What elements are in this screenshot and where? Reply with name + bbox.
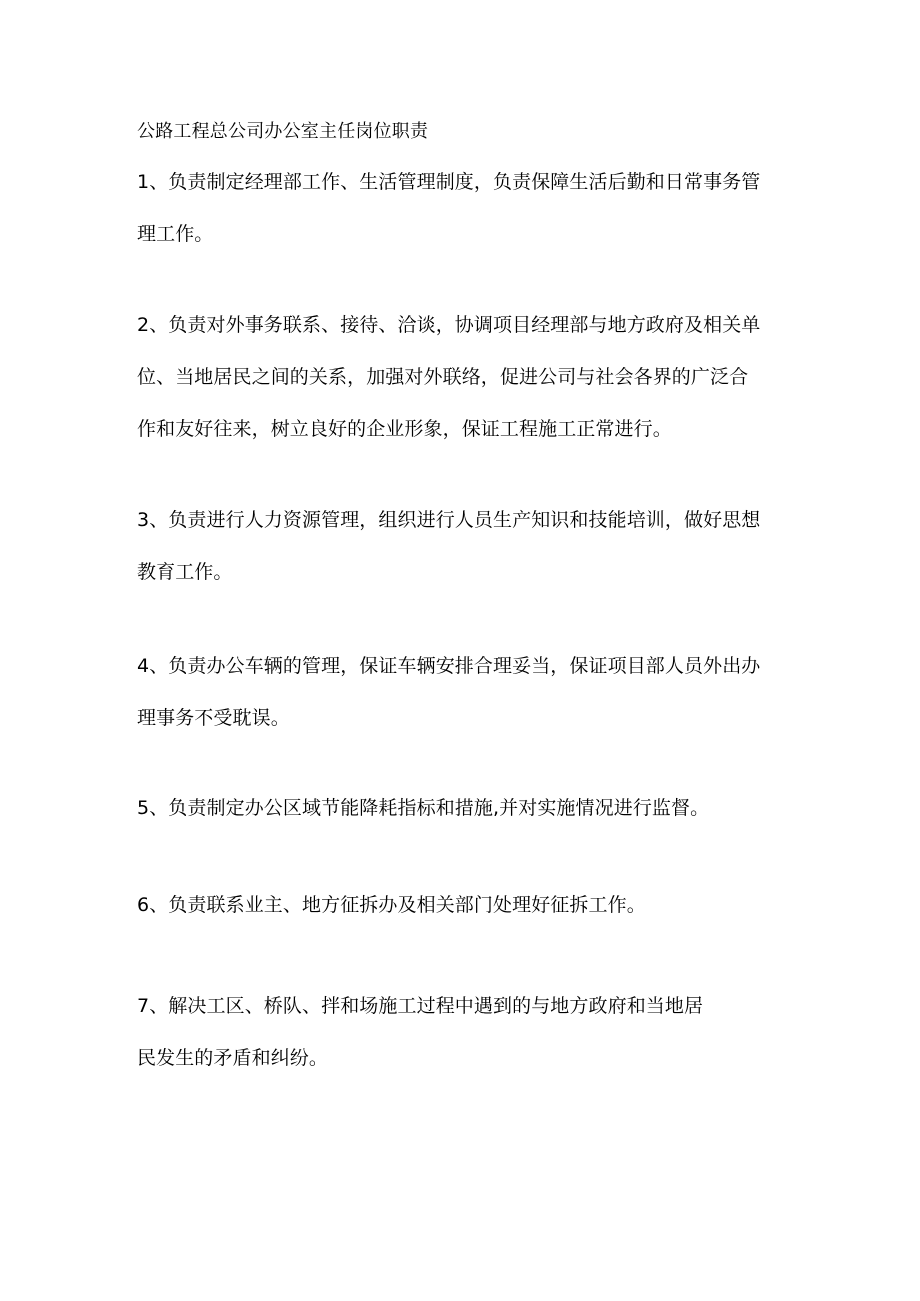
duty-item-7-line-2: 民发生的矛盾和纠纷。 — [137, 1047, 329, 1069]
duty-item-6-line-1: 6、负责联系业主、地方征拆办及相关部门处理好征拆工作。 — [137, 894, 646, 916]
duty-item-4-line-1: 4、负责办公车辆的管理，保证车辆安排合理妥当，保证项目部人员外出办 — [137, 655, 761, 677]
duty-item-6 — [137, 879, 797, 931]
duty-item-1-line-2: 理工作。 — [137, 223, 214, 245]
duty-item-1 — [137, 156, 797, 260]
duty-item-7-line-1: 7、解决工区、桥队、拌和场施工过程中遇到的与地方政府和当地居 — [137, 995, 704, 1017]
duty-item-2-line-3: 作和友好往来，树立良好的企业形象，保证工程施工正常进行。 — [137, 418, 672, 440]
duty-item-3-line-2: 教育工作。 — [137, 561, 233, 583]
duty-item-4 — [137, 640, 797, 744]
duty-item-1-line-1: 1、负责制定经理部工作、生活管理制度，负责保障生活后勤和日常事务管 — [137, 171, 761, 193]
document-title: 公路工程总公司办公室主任岗位职责 — [137, 121, 429, 142]
duty-item-3 — [137, 494, 797, 598]
duty-item-5 — [137, 782, 797, 834]
duty-item-7 — [137, 980, 797, 1084]
duty-item-5-line-1: 5、负责制定办公区域节能降耗指标和措施,并对实施情况进行监督。 — [137, 797, 710, 819]
duty-item-3-line-1: 3、负责进行人力资源管理，组织进行人员生产知识和技能培训，做好思想 — [137, 509, 761, 531]
duty-item-4-line-2: 理事务不受耽误。 — [137, 707, 290, 729]
duty-item-2-line-2: 位、当地居民之间的关系，加强对外联络，促进公司与社会各界的广泛合 — [137, 366, 749, 388]
duty-item-2 — [137, 299, 797, 455]
duty-item-2-line-1: 2、负责对外事务联系、接待、洽谈，协调项目经理部与地方政府及相关单 — [137, 314, 761, 336]
